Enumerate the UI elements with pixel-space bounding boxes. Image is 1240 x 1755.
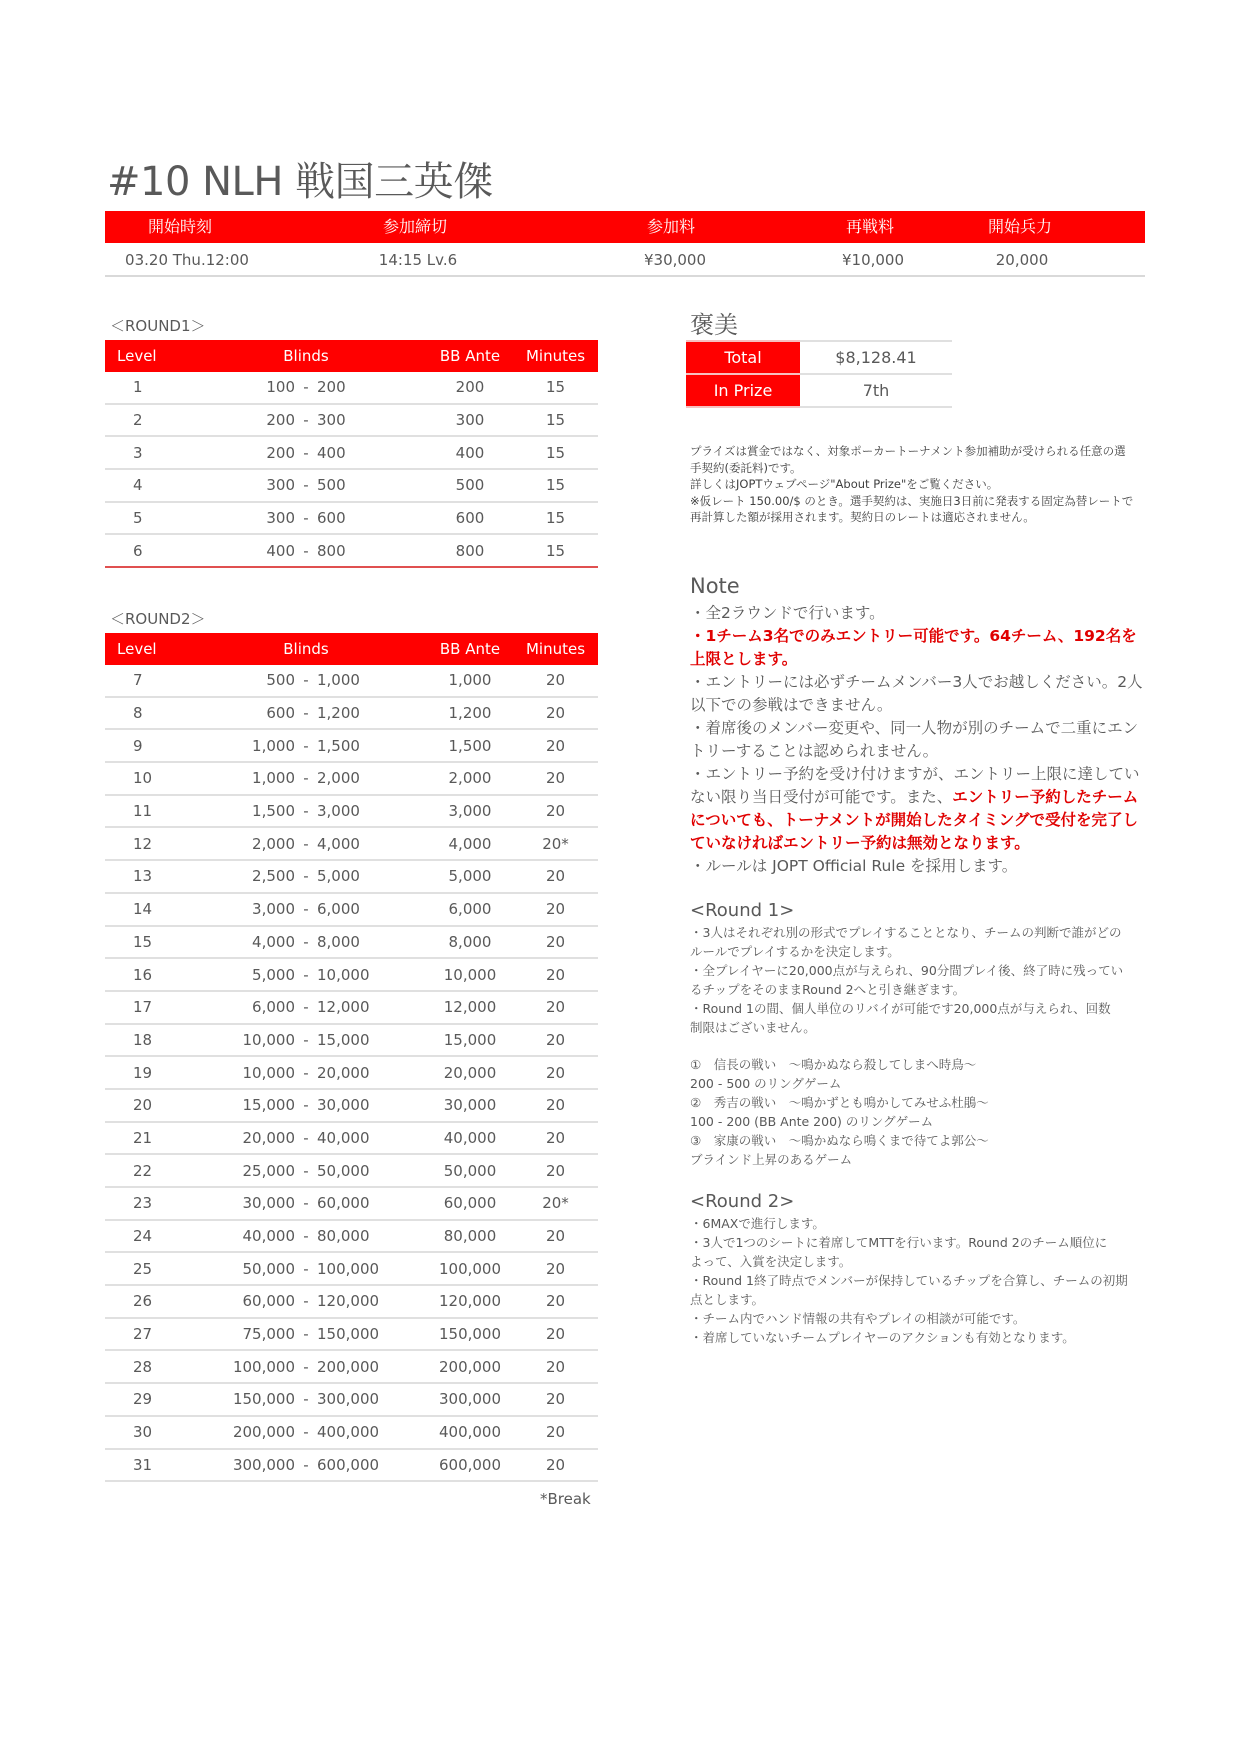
big-blind-cell: 15,000 — [317, 1024, 427, 1057]
blind-separator: - — [295, 1285, 317, 1318]
blind-level-row — [105, 1024, 598, 1057]
small-blind-cell: 1,000 — [185, 729, 295, 762]
minutes-cell: 20 — [513, 1285, 598, 1318]
big-blind-cell: 600,000 — [317, 1449, 427, 1482]
col-level: Level — [105, 633, 185, 665]
level-cell: 9 — [105, 729, 185, 762]
note-title: Note — [690, 574, 740, 598]
prize-disclaimer — [690, 443, 1150, 526]
level-cell: 16 — [105, 958, 185, 991]
minutes-cell: 20 — [513, 1252, 598, 1285]
small-blind-cell: 15,000 — [185, 1089, 295, 1122]
bb-ante-cell: 8,000 — [427, 926, 513, 959]
event-info-header — [105, 211, 1145, 243]
blind-separator: - — [295, 1383, 317, 1416]
blind-level-row — [105, 697, 598, 730]
level-cell: 28 — [105, 1350, 185, 1383]
level-cell: 20 — [105, 1089, 185, 1122]
blind-level-row — [105, 1416, 598, 1449]
blind-separator: - — [295, 1122, 317, 1155]
blind-separator: - — [295, 1154, 317, 1187]
disclaimer-line: 再計算した額が採用されます。契約日のレートは適応されません。 — [690, 510, 1035, 524]
blind-level-row — [105, 1089, 598, 1122]
small-blind-cell: 200 — [185, 404, 295, 437]
bb-ante-cell: 60,000 — [427, 1187, 513, 1220]
big-blind-cell: 400,000 — [317, 1416, 427, 1449]
blind-separator: - — [295, 893, 317, 926]
bb-ante-cell: 80,000 — [427, 1220, 513, 1253]
blind-level-row — [105, 534, 598, 567]
header-registration-close: 参加締切 — [382, 217, 448, 236]
round1-blind-table — [105, 340, 598, 568]
small-blind-cell: 5,000 — [185, 958, 295, 991]
big-blind-cell: 60,000 — [317, 1187, 427, 1220]
note-text: ・ルールは JOPT Official Rule を採用します。 — [690, 857, 1018, 875]
round2-rule-line: ・チーム内でハンド情報の共有やプレイの相談が可能です。 — [690, 1311, 1026, 1326]
header-buy-in: 参加料 — [646, 217, 696, 236]
blind-separator: - — [295, 860, 317, 893]
minutes-cell: 20 — [513, 1056, 598, 1089]
minutes-cell: 15 — [513, 372, 598, 404]
level-cell: 12 — [105, 827, 185, 860]
small-blind-cell: 600 — [185, 697, 295, 730]
round2-rule-line: ・Round 1終了時点でメンバーが保持しているチップを合算し、チームの初期 — [690, 1273, 1128, 1288]
minutes-cell: 20 — [513, 991, 598, 1024]
bb-ante-cell: 600,000 — [427, 1449, 513, 1482]
small-blind-cell: 40,000 — [185, 1220, 295, 1253]
minutes-cell: 20 — [513, 1154, 598, 1187]
level-cell: 4 — [105, 469, 185, 502]
small-blind-cell: 2,000 — [185, 827, 295, 860]
minutes-cell: 15 — [513, 436, 598, 469]
round2-rule-line: よって、入賞を決定します。 — [690, 1254, 852, 1269]
blind-separator: - — [295, 1252, 317, 1285]
blind-level-row — [105, 1383, 598, 1416]
col-minutes: Minutes — [513, 633, 598, 665]
bb-ante-cell: 1,000 — [427, 665, 513, 697]
big-blind-cell: 8,000 — [317, 926, 427, 959]
note-item — [690, 671, 1150, 717]
big-blind-cell: 6,000 — [317, 893, 427, 926]
level-cell: 29 — [105, 1383, 185, 1416]
bb-ante-cell: 150,000 — [427, 1318, 513, 1351]
header-start-time: 開始時刻 — [147, 217, 213, 236]
bb-ante-cell: 6,000 — [427, 893, 513, 926]
big-blind-cell: 100,000 — [317, 1252, 427, 1285]
small-blind-cell: 1,000 — [185, 762, 295, 795]
bb-ante-cell: 400 — [427, 436, 513, 469]
small-blind-cell: 50,000 — [185, 1252, 295, 1285]
bb-ante-cell: 40,000 — [427, 1122, 513, 1155]
level-cell: 11 — [105, 795, 185, 828]
blind-level-row — [105, 1122, 598, 1155]
blind-separator: - — [295, 1089, 317, 1122]
blind-separator: - — [295, 1187, 317, 1220]
small-blind-cell: 20,000 — [185, 1122, 295, 1155]
small-blind-cell: 30,000 — [185, 1187, 295, 1220]
bb-ante-cell: 15,000 — [427, 1024, 513, 1057]
header-re-entry: 再戦料 — [845, 217, 895, 236]
small-blind-cell: 60,000 — [185, 1285, 295, 1318]
blind-separator: - — [295, 1024, 317, 1057]
blind-level-row — [105, 827, 598, 860]
big-blind-cell: 50,000 — [317, 1154, 427, 1187]
blind-separator: - — [295, 729, 317, 762]
prize-total-value: $8,128.41 — [800, 341, 952, 374]
minutes-cell: 20 — [513, 795, 598, 828]
level-cell: 7 — [105, 665, 185, 697]
note-item — [690, 855, 1150, 878]
round1-rules-title: <Round 1> — [690, 900, 795, 921]
round1-game-line: ② 秀吉の戦い ～鳴かずとも鳴かしてみせふ杜鵑～ — [690, 1095, 989, 1110]
bb-ante-cell: 12,000 — [427, 991, 513, 1024]
note-text: ・エントリー予約を受け付けますが、エントリー上限に達していない限り当日受付が可能です。また、 — [690, 765, 1140, 806]
big-blind-cell: 10,000 — [317, 958, 427, 991]
note-item — [690, 625, 1150, 671]
level-cell: 6 — [105, 534, 185, 567]
bb-ante-cell: 100,000 — [427, 1252, 513, 1285]
blind-separator: - — [295, 436, 317, 469]
round2-rules-title: <Round 2> — [690, 1191, 795, 1212]
minutes-cell: 20 — [513, 1416, 598, 1449]
blind-level-row — [105, 926, 598, 959]
small-blind-cell: 10,000 — [185, 1024, 295, 1057]
big-blind-cell: 200,000 — [317, 1350, 427, 1383]
round1-rule-line: ・3人はそれぞれ別の形式でプレイすることとなり、チームの判断で誰がどの — [690, 925, 1122, 940]
bb-ante-cell: 1,500 — [427, 729, 513, 762]
big-blind-cell: 600 — [317, 502, 427, 535]
small-blind-cell: 100 — [185, 372, 295, 404]
prize-title: 褒美 — [690, 311, 738, 339]
blind-separator: - — [295, 926, 317, 959]
blind-separator: - — [295, 1318, 317, 1351]
blind-level-row — [105, 860, 598, 893]
minutes-cell: 20 — [513, 697, 598, 730]
col-blinds: Blinds — [185, 340, 427, 372]
blind-level-row — [105, 1350, 598, 1383]
small-blind-cell: 2,500 — [185, 860, 295, 893]
small-blind-cell: 400 — [185, 534, 295, 567]
minutes-cell: 20 — [513, 1089, 598, 1122]
round1-label: ＜ROUND1＞ — [110, 317, 206, 335]
small-blind-cell: 10,000 — [185, 1056, 295, 1089]
blind-separator: - — [295, 991, 317, 1024]
blind-level-row — [105, 958, 598, 991]
big-blind-cell: 1,000 — [317, 665, 427, 697]
col-minutes: Minutes — [513, 340, 598, 372]
minutes-cell: 20 — [513, 1122, 598, 1155]
big-blind-cell: 80,000 — [317, 1220, 427, 1253]
round1-rule-line: ・全プレイヤーに20,000点が与えられ、90分間プレイ後、終了時に残ってい — [690, 963, 1124, 978]
minutes-cell: 15 — [513, 502, 598, 535]
minutes-cell: 20 — [513, 1318, 598, 1351]
minutes-cell: 15 — [513, 534, 598, 567]
big-blind-cell: 150,000 — [317, 1318, 427, 1351]
level-cell: 23 — [105, 1187, 185, 1220]
round1-game-line: 100 - 200 (BB Ante 200) のリングゲーム — [690, 1114, 934, 1129]
round2-rule-line: ・6MAXで進行します。 — [690, 1216, 825, 1231]
big-blind-cell: 2,000 — [317, 762, 427, 795]
level-cell: 25 — [105, 1252, 185, 1285]
note-text: ・エントリーには必ずチームメンバー3人でお越しください。2人以下での参戦はできません。 — [690, 673, 1143, 714]
level-cell: 8 — [105, 697, 185, 730]
big-blind-cell: 300,000 — [317, 1383, 427, 1416]
minutes-cell: 20* — [513, 827, 598, 860]
blind-separator: - — [295, 469, 317, 502]
prize-table — [686, 340, 952, 408]
header-starting-stack: 開始兵力 — [987, 217, 1053, 236]
level-cell: 5 — [105, 502, 185, 535]
round2-rule-line: ・着席していないチームプレイヤーのアクションも有効となります。 — [690, 1330, 1075, 1345]
minutes-cell: 20 — [513, 729, 598, 762]
small-blind-cell: 500 — [185, 665, 295, 697]
small-blind-cell: 1,500 — [185, 795, 295, 828]
starting-stack: 20,000 — [995, 251, 1049, 269]
bb-ante-cell: 30,000 — [427, 1089, 513, 1122]
note-item — [690, 763, 1150, 855]
level-cell: 18 — [105, 1024, 185, 1057]
minutes-cell: 20 — [513, 926, 598, 959]
bb-ante-cell: 600 — [427, 502, 513, 535]
small-blind-cell: 300 — [185, 469, 295, 502]
disclaimer-line: 手契約(委託料)です。 — [690, 460, 802, 475]
big-blind-cell: 120,000 — [317, 1285, 427, 1318]
bb-ante-cell: 800 — [427, 534, 513, 567]
bb-ante-cell: 3,000 — [427, 795, 513, 828]
page-title: #10 NLH 戦国三英傑 — [107, 159, 493, 205]
blind-separator: - — [295, 404, 317, 437]
blind-level-row — [105, 1154, 598, 1187]
break-footnote: *Break — [540, 1490, 591, 1508]
big-blind-cell: 1,200 — [317, 697, 427, 730]
disclaimer-line: プライズは賞金ではなく、対象ポーカートーナメント参加補助が受けられる任意の選 — [690, 444, 1126, 458]
minutes-cell: 20 — [513, 1383, 598, 1416]
bb-ante-cell: 200 — [427, 372, 513, 404]
round1-rule-line: 制限はございません。 — [690, 1020, 816, 1035]
blind-separator: - — [295, 1449, 317, 1482]
round1-rule-line: ・Round 1の間、個人単位のリバイが可能です20,000点が与えられ、回数 — [690, 1001, 1111, 1016]
minutes-cell: 20 — [513, 1024, 598, 1057]
round1-game-line: ① 信長の戦い ～鳴かぬなら殺してしまへ時鳥～ — [690, 1057, 977, 1072]
minutes-cell: 20 — [513, 1220, 598, 1253]
level-cell: 17 — [105, 991, 185, 1024]
note-emphasis: ・1チーム3名でのみエントリー可能です。64チーム、192名を上限とします。 — [690, 627, 1137, 668]
disclaimer-line: ※仮レート 150.00/$ のとき。選手契約は、実施日3日前に発表する固定為替レートで — [690, 493, 1134, 508]
blind-level-row — [105, 1252, 598, 1285]
blind-separator: - — [295, 827, 317, 860]
bb-ante-cell: 2,000 — [427, 762, 513, 795]
big-blind-cell: 400 — [317, 436, 427, 469]
bb-ante-cell: 400,000 — [427, 1416, 513, 1449]
event-info-values — [105, 245, 1145, 277]
level-cell: 26 — [105, 1285, 185, 1318]
bb-ante-cell: 5,000 — [427, 860, 513, 893]
small-blind-cell: 200,000 — [185, 1416, 295, 1449]
level-cell: 21 — [105, 1122, 185, 1155]
prize-row-total — [686, 341, 952, 374]
big-blind-cell: 800 — [317, 534, 427, 567]
big-blind-cell: 3,000 — [317, 795, 427, 828]
blind-level-row — [105, 1449, 598, 1482]
level-cell: 14 — [105, 893, 185, 926]
registration-close: 14:15 Lv.6 — [378, 251, 458, 269]
round1-rule-line: るチップをそのままRound 2へと引き継ぎます。 — [690, 982, 966, 997]
bb-ante-cell: 200,000 — [427, 1350, 513, 1383]
big-blind-cell: 300 — [317, 404, 427, 437]
blind-level-row — [105, 1187, 598, 1220]
bb-ante-cell: 120,000 — [427, 1285, 513, 1318]
blind-level-row — [105, 1220, 598, 1253]
small-blind-cell: 100,000 — [185, 1350, 295, 1383]
level-cell: 30 — [105, 1416, 185, 1449]
note-emphasis: エントリー予約したチームについても、トーナメントが開始したタイミングで受付を完了していなければエントリー予約は無効となります。 — [690, 788, 1139, 852]
col-bb-ante: BB Ante — [427, 633, 513, 665]
note-item — [690, 717, 1150, 763]
minutes-cell: 20 — [513, 958, 598, 991]
note-text: ・全2ラウンドで行います。 — [690, 604, 885, 622]
big-blind-cell: 40,000 — [317, 1122, 427, 1155]
blind-level-row — [105, 469, 598, 502]
minutes-cell: 15 — [513, 404, 598, 437]
blind-separator: - — [295, 795, 317, 828]
blind-level-row — [105, 665, 598, 697]
bb-ante-cell: 10,000 — [427, 958, 513, 991]
minutes-cell: 20 — [513, 762, 598, 795]
level-cell: 24 — [105, 1220, 185, 1253]
prize-total-label: Total — [686, 341, 800, 374]
blind-separator: - — [295, 1416, 317, 1449]
round2-rule-line: 点とします。 — [690, 1292, 765, 1307]
note-text: ・着席後のメンバー変更や、同一人物が別のチームで二重にエントリーすることは認められません。 — [690, 719, 1139, 760]
bb-ante-cell: 20,000 — [427, 1056, 513, 1089]
small-blind-cell: 300,000 — [185, 1449, 295, 1482]
blind-level-row — [105, 502, 598, 535]
minutes-cell: 20 — [513, 860, 598, 893]
bb-ante-cell: 1,200 — [427, 697, 513, 730]
minutes-cell: 20 — [513, 665, 598, 697]
blind-separator: - — [295, 534, 317, 567]
round2-blind-table — [105, 633, 598, 1482]
round2-label: ＜ROUND2＞ — [110, 610, 206, 628]
blind-level-row — [105, 1285, 598, 1318]
round2-rule-line: ・3人で1つのシートに着席してMTTを行います。Round 2のチーム順位に — [690, 1235, 1108, 1250]
blind-separator: - — [295, 697, 317, 730]
bb-ante-cell: 300,000 — [427, 1383, 513, 1416]
level-cell: 1 — [105, 372, 185, 404]
blind-level-row — [105, 436, 598, 469]
big-blind-cell: 5,000 — [317, 860, 427, 893]
col-level: Level — [105, 340, 185, 372]
big-blind-cell: 30,000 — [317, 1089, 427, 1122]
blind-level-row — [105, 404, 598, 437]
buy-in: ¥30,000 — [643, 251, 707, 269]
col-bb-ante: BB Ante — [427, 340, 513, 372]
blind-separator: - — [295, 1220, 317, 1253]
level-cell: 27 — [105, 1318, 185, 1351]
blind-separator: - — [295, 762, 317, 795]
col-blinds: Blinds — [185, 633, 427, 665]
blind-separator: - — [295, 1056, 317, 1089]
level-cell: 31 — [105, 1449, 185, 1482]
big-blind-cell: 20,000 — [317, 1056, 427, 1089]
small-blind-cell: 3,000 — [185, 893, 295, 926]
disclaimer-line: 詳しくはJOPTウェブページ"About Prize"をご覧ください。 — [690, 477, 999, 491]
small-blind-cell: 150,000 — [185, 1383, 295, 1416]
prize-in-prize-label: In Prize — [686, 374, 800, 407]
big-blind-cell: 1,500 — [317, 729, 427, 762]
small-blind-cell: 6,000 — [185, 991, 295, 1024]
blind-level-row — [105, 762, 598, 795]
blind-level-row — [105, 795, 598, 828]
small-blind-cell: 200 — [185, 436, 295, 469]
minutes-cell: 20 — [513, 1350, 598, 1383]
bb-ante-cell: 500 — [427, 469, 513, 502]
blind-separator: - — [295, 372, 317, 404]
level-cell: 10 — [105, 762, 185, 795]
prize-row-in-prize — [686, 374, 952, 407]
minutes-cell: 20* — [513, 1187, 598, 1220]
small-blind-cell: 4,000 — [185, 926, 295, 959]
big-blind-cell: 200 — [317, 372, 427, 404]
blind-separator: - — [295, 502, 317, 535]
blind-separator: - — [295, 958, 317, 991]
round1-game-line: 200 - 500 のリングゲーム — [690, 1076, 842, 1091]
minutes-cell: 20 — [513, 893, 598, 926]
notes-section — [690, 574, 1150, 1347]
level-cell: 13 — [105, 860, 185, 893]
round1-rule-line: ルールでプレイするかを決定します。 — [690, 944, 900, 959]
blind-level-row — [105, 372, 598, 404]
small-blind-cell: 25,000 — [185, 1154, 295, 1187]
small-blind-cell: 75,000 — [185, 1318, 295, 1351]
round1-game-line: ③ 家康の戦い ～鳴かぬなら鳴くまで待てよ郭公～ — [690, 1133, 989, 1148]
minutes-cell: 20 — [513, 1449, 598, 1482]
level-cell: 2 — [105, 404, 185, 437]
level-cell: 22 — [105, 1154, 185, 1187]
bb-ante-cell: 300 — [427, 404, 513, 437]
big-blind-cell: 4,000 — [317, 827, 427, 860]
minutes-cell: 15 — [513, 469, 598, 502]
prize-in-prize-value: 7th — [800, 374, 952, 407]
blind-level-row — [105, 1056, 598, 1089]
blind-separator: - — [295, 1350, 317, 1383]
note-item — [690, 602, 1150, 625]
start-time: 03.20 Thu.12:00 — [125, 251, 249, 269]
big-blind-cell: 12,000 — [317, 991, 427, 1024]
bb-ante-cell: 50,000 — [427, 1154, 513, 1187]
blind-level-row — [105, 729, 598, 762]
small-blind-cell: 300 — [185, 502, 295, 535]
blind-level-row — [105, 991, 598, 1024]
re-entry-fee: ¥10,000 — [841, 251, 905, 269]
blind-level-row — [105, 1318, 598, 1351]
bb-ante-cell: 4,000 — [427, 827, 513, 860]
round1-game-line: ブラインド上昇のあるゲーム — [690, 1152, 853, 1167]
level-cell: 19 — [105, 1056, 185, 1089]
level-cell: 3 — [105, 436, 185, 469]
blind-level-row — [105, 893, 598, 926]
level-cell: 15 — [105, 926, 185, 959]
blind-separator: - — [295, 665, 317, 697]
big-blind-cell: 500 — [317, 469, 427, 502]
